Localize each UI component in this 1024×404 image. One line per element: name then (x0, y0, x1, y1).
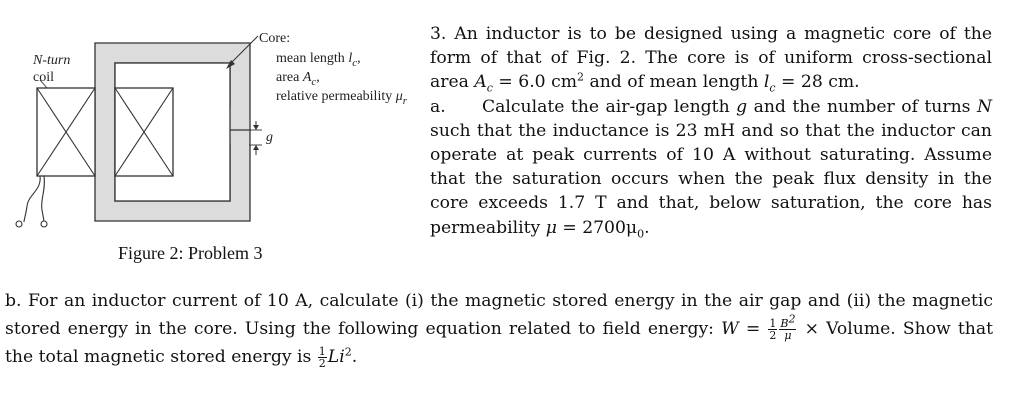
part-b: b. For an inductor current of 10 A, calculate (i) the magnetic stored energy in the air gap and (ii) the magnetic stored energy in the core. Using the following equation related to field energy: W = $\frac{1}{2}$ $\frac{B^2}{\mu}$ × Volume. Show that the total magnetic stored energy is $\frac{1}{2}$ Li$^2$. (5, 291, 994, 370)
coil-label-line-1: N-turn (33, 53, 71, 68)
part-a-label: a. (430, 96, 446, 117)
part-a: a. Calculate the air-gap length g and the number of turns N such that the inductance is 23 mH and so that the inductor can operate at peak currents of 10 A without saturating. Assume that the saturation occurs when the peak flux density in the core exceeds 1.7 T and that, below saturation, the core has permeability $\mu = 2700\mu_0$. (430, 96, 992, 241)
fraction-half-2: $\frac{1}{2}$ (318, 345, 326, 370)
terminal-2 (41, 221, 47, 227)
coil-lead-2 (42, 176, 45, 222)
magnetic-core-figure (0, 0, 430, 280)
figure-caption: Figure 2: Problem 3 (118, 243, 263, 263)
terminal-1 (16, 221, 22, 227)
coil-label (33, 52, 70, 86)
mean-length-label: mean length $l_c$, (276, 51, 361, 69)
fraction-b-squared-over-mu: $\frac{B^2}{\mu}$ (780, 312, 796, 342)
problem-intro: 3. An inductor is to be designed using a magnetic core of the form of that of Fig. 2. The core is of uniform cross-sectional area $A_c = 6.0$ $cm^2$ and of mean length $l_c = 28$ cm. (430, 24, 992, 95)
permeability-label: relative permeability $\mu_r$ (276, 89, 408, 107)
core-label (259, 30, 290, 47)
core-diagram (0, 0, 430, 280)
core-title: Core: (259, 31, 291, 46)
coil-lead-1 (24, 176, 40, 222)
fraction-half: $\frac{1}{2}$ (769, 317, 777, 342)
gap-label: g (266, 130, 273, 145)
area-label: area $A_c$, (276, 70, 320, 88)
coil-label-line-2: coil (33, 70, 54, 85)
problem-statement (430, 22, 992, 240)
